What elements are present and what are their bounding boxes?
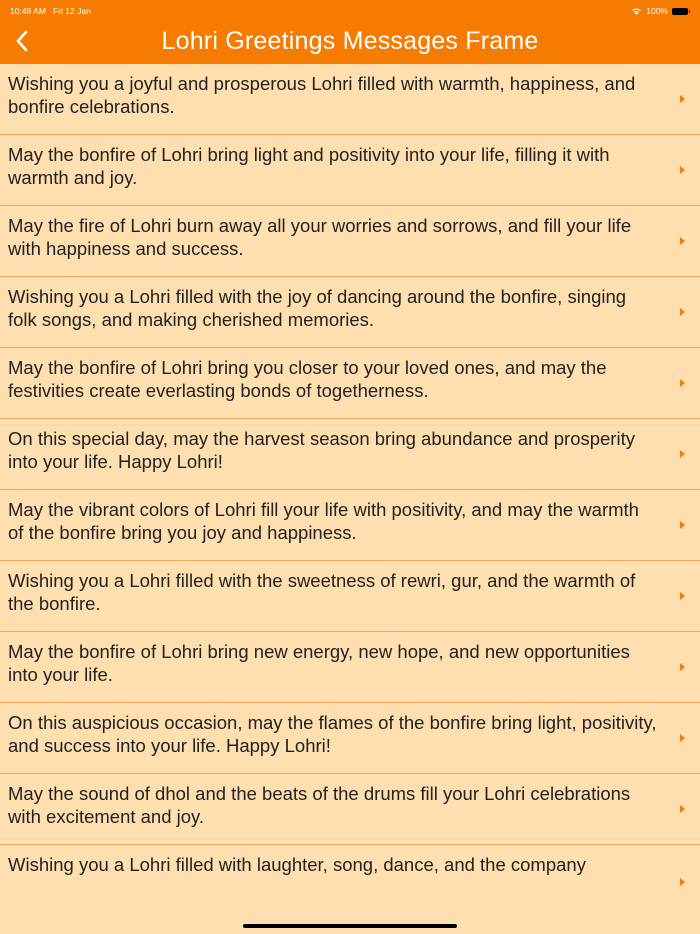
message-text: Wishing you a Lohri filled with laughter, song, dance, and the company [8,854,586,875]
message-text: May the vibrant colors of Lohri fill your life with positivity, and may the warmth of the bonfire bring you joy and happiness. [8,499,639,543]
message-row[interactable] [0,561,700,632]
message-row[interactable] [0,64,700,135]
chevron-right-icon [680,166,685,174]
message-text: On this special day, may the harvest season bring abundance and prosperity into your life. Happy Lohri! [8,428,635,472]
message-text: Wishing you a joyful and prosperous Lohri filled with warmth, happiness, and bonfire celebrations. [8,73,636,117]
message-row[interactable] [0,845,700,915]
chevron-right-icon [680,521,685,529]
chevron-right-icon [680,805,685,813]
message-text: May the sound of dhol and the beats of the drums fill your Lohri celebrations with excitement and joy. [8,783,631,827]
message-row[interactable] [0,277,700,348]
message-row[interactable] [0,348,700,419]
message-text: Wishing you a Lohri filled with the joy of dancing around the bonfire, singing folk songs, and making cherished memories. [8,286,627,330]
page-title: Lohri Greetings Messages Frame [161,27,539,55]
chevron-right-icon [680,450,685,458]
message-text: May the bonfire of Lohri bring new energy, new hope, and new opportunities into your life. [8,641,630,685]
chevron-right-icon [680,379,685,387]
home-indicator[interactable] [243,924,457,928]
message-row[interactable] [0,703,700,774]
message-text: May the bonfire of Lohri bring light and positivity into your life, filling it with warmth and joy. [8,144,610,188]
message-row[interactable] [0,490,700,561]
message-row[interactable] [0,135,700,206]
message-row[interactable] [0,774,700,845]
status-date: Fri 12 Jan [53,6,91,16]
nav-header [0,0,700,64]
chevron-right-icon [680,663,685,671]
message-text: May the bonfire of Lohri bring you closer to your loved ones, and may the festivities create everlasting bonds of togetherness. [8,357,607,401]
chevron-right-icon [680,878,685,886]
message-text: Wishing you a Lohri filled with the sweetness of rewri, gur, and the warmth of the bonfire. [8,570,636,614]
message-row[interactable] [0,206,700,277]
chevron-right-icon [680,308,685,316]
wifi-icon [631,7,642,15]
chevron-right-icon [680,237,685,245]
status-bar [10,4,688,18]
message-row[interactable] [0,419,700,490]
chevron-right-icon [680,592,685,600]
status-time: 10:48 AM [10,6,46,16]
message-text: On this auspicious occasion, may the flames of the bonfire bring light, positivity, and success into your life. Happy Lohri! [8,712,657,756]
message-row[interactable] [0,632,700,703]
messages-list [0,64,700,915]
message-text: May the fire of Lohri burn away all your worries and sorrows, and fill your life with happiness and success. [8,215,632,259]
battery-percent: 100% [646,6,668,16]
chevron-right-icon [680,734,685,742]
chevron-right-icon [680,95,685,103]
battery-icon [672,8,688,15]
